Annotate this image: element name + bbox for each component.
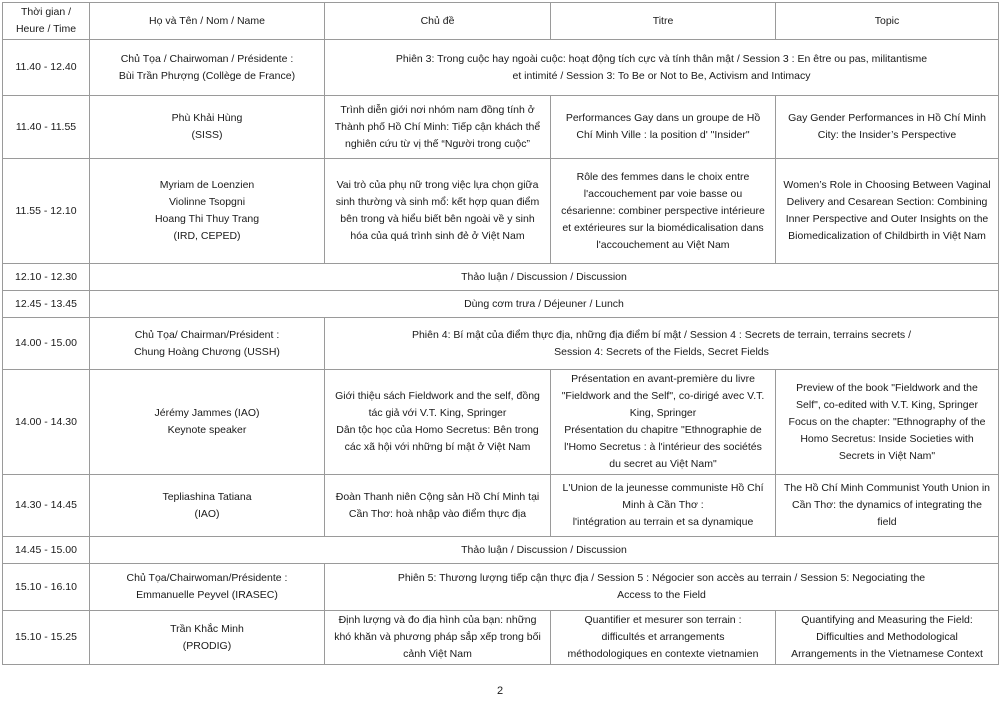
session-row xyxy=(3,40,999,96)
chair-cell: Chủ Tọa / Chairwoman / Présidente : Bùi Trần Phượng (Collège de France) xyxy=(90,40,325,96)
time-cell: 12.45 - 13.45 xyxy=(3,291,90,318)
time-cell: 11.40 - 12.40 xyxy=(3,40,90,96)
time-cell: 15.10 - 16.10 xyxy=(3,564,90,611)
speaker-cell: Myriam de Loenzien Violinne Tsopgni Hoang Thi Thuy Trang (IRD, CEPED) xyxy=(90,159,325,264)
time-cell: 14.45 - 15.00 xyxy=(3,537,90,564)
speaker-cell: Jérémy Jammes (IAO) Keynote speaker xyxy=(90,370,325,475)
time-cell: 14.00 - 14.30 xyxy=(3,370,90,475)
time-cell: 11.40 - 11.55 xyxy=(3,96,90,159)
subject-cell: Vai trò của phụ nữ trong việc lựa chọn giữa sinh thường và sinh mổ: kết hợp quan điểm bên trong và hiểu biết bên ngoài về y sinh hóa của quá trình sinh đẻ ở Việt Nam xyxy=(325,159,551,264)
header-topic: Topic xyxy=(776,3,999,40)
subject-cell: Định lượng và đo địa hình của bạn: những khó khăn và phương pháp sắp xếp trong bối cảnh Việt Nam xyxy=(325,611,551,665)
topic-cell: Gay Gender Performances in Hồ Chí Minh City: the Insider’s Perspective xyxy=(776,96,999,159)
discussion-row xyxy=(3,537,999,564)
speaker-cell: Tepliashina Tatiana (IAO) xyxy=(90,475,325,537)
topic-cell: Quantifying and Measuring the Field: Difficulties and Methodological Arrangements in the Vietnamese Context xyxy=(776,611,999,665)
table-row xyxy=(3,96,999,159)
time-cell: 15.10 - 15.25 xyxy=(3,611,90,665)
session-title: Phiên 5: Thương lượng tiếp cận thực địa / Session 5 : Négocier son accès au terrain / Session 5: Negociating the Access to the Field xyxy=(325,564,999,611)
header-subject: Chủ đề xyxy=(325,3,551,40)
session-row xyxy=(3,318,999,370)
discussion-cell: Thảo luận / Discussion / Discussion xyxy=(90,537,999,564)
table-row xyxy=(3,475,999,537)
session-title: Phiên 4: Bí mật của điểm thực địa, những địa điểm bí mật / Session 4 : Secrets de terrain, terrains secrets / Session 4: Secrets of the Fields, Secret Fields xyxy=(325,318,999,370)
titre-cell: Performances Gay dans un groupe de Hồ Chí Minh Ville : la position d' "Insider" xyxy=(551,96,776,159)
table-row xyxy=(3,611,999,665)
header-titre: Titre xyxy=(551,3,776,40)
speaker-cell: Trần Khắc Minh (PRODIG) xyxy=(90,611,325,665)
time-cell: 14.30 - 14.45 xyxy=(3,475,90,537)
header-name: Họ và Tên / Nom / Name xyxy=(90,3,325,40)
titre-cell: Présentation en avant-première du livre "Fieldwork and the Self", co-dirigé avec V.T. King, Springer Présentation du chapitre "Ethnographie de l'Homo Secretus : à l'intérieur des sociétés du secret au Việt Nam" xyxy=(551,370,776,475)
subject-cell: Trình diễn giới nơi nhóm nam đồng tính ở Thành phố Hồ Chí Minh: Tiếp cận khách thể nghiên cứu từ vị thế “Người trong cuộc” xyxy=(325,96,551,159)
titre-cell: L'Union de la jeunesse communiste Hồ Chí Minh à Cần Thơ : l'intégration au terrain et sa dynamique xyxy=(551,475,776,537)
time-cell: 12.10 - 12.30 xyxy=(3,264,90,291)
titre-cell: Rôle des femmes dans le choix entre l'accouchement par voie basse ou césarienne: combiner perspective intérieure et extérieures sur la biomédicalisation dans l'accouchement au Việt Nam xyxy=(551,159,776,264)
subject-cell: Đoàn Thanh niên Cộng sản Hồ Chí Minh tại Cần Thơ: hoà nhập vào điểm thực địa xyxy=(325,475,551,537)
topic-cell: The Hồ Chí Minh Communist Youth Union in Cần Thơ: the dynamics of integrating the field xyxy=(776,475,999,537)
titre-cell: Quantifier et mesurer son terrain : difficultés et arrangements méthodologiques en contexte vietnamien xyxy=(551,611,776,665)
header-row xyxy=(3,3,999,40)
program-table xyxy=(2,2,999,665)
session-row xyxy=(3,564,999,611)
table-row xyxy=(3,370,999,475)
chair-cell: Chủ Tọa/ Chairman/Président : Chung Hoàng Chương (USSH) xyxy=(90,318,325,370)
page-number: 2 xyxy=(496,685,504,697)
topic-cell: Preview of the book "Fieldwork and the Self", co-edited with V.T. King, Springer Focus on the chapter: "Ethnography of the Homo Secretus: Inside Societies with Secrets in Việt Nam" xyxy=(776,370,999,475)
header-time: Thời gian / Heure / Time xyxy=(3,3,90,40)
chair-cell: Chủ Tọa/Chairwoman/Présidente : Emmanuelle Peyvel (IRASEC) xyxy=(90,564,325,611)
discussion-cell: Thảo luận / Discussion / Discussion xyxy=(90,264,999,291)
lunch-cell: Dùng cơm trưa / Déjeuner / Lunch xyxy=(90,291,999,318)
lunch-row xyxy=(3,291,999,318)
speaker-cell: Phù Khải Hùng (SISS) xyxy=(90,96,325,159)
subject-cell: Giới thiệu sách Fieldwork and the self, đồng tác giả với V.T. King, Springer Dân tộc học của Homo Secretus: Bên trong các xã hội với những bí mật ở Việt Nam xyxy=(325,370,551,475)
table-row xyxy=(3,159,999,264)
time-cell: 14.00 - 15.00 xyxy=(3,318,90,370)
discussion-row xyxy=(3,264,999,291)
topic-cell: Women’s Role in Choosing Between Vaginal Delivery and Cesarean Section: Combining Inner Perspective and Outer Insights on the Biomedicalization of Childbirth in Việt Nam xyxy=(776,159,999,264)
time-cell: 11.55 - 12.10 xyxy=(3,159,90,264)
session-title: Phiên 3: Trong cuộc hay ngoài cuộc: hoạt động tích cực và tính thân mật / Session 3 : En être ou pas, militantisme et intimité / Session 3: To Be or Not to Be, Activism and Intimacy xyxy=(325,40,999,96)
